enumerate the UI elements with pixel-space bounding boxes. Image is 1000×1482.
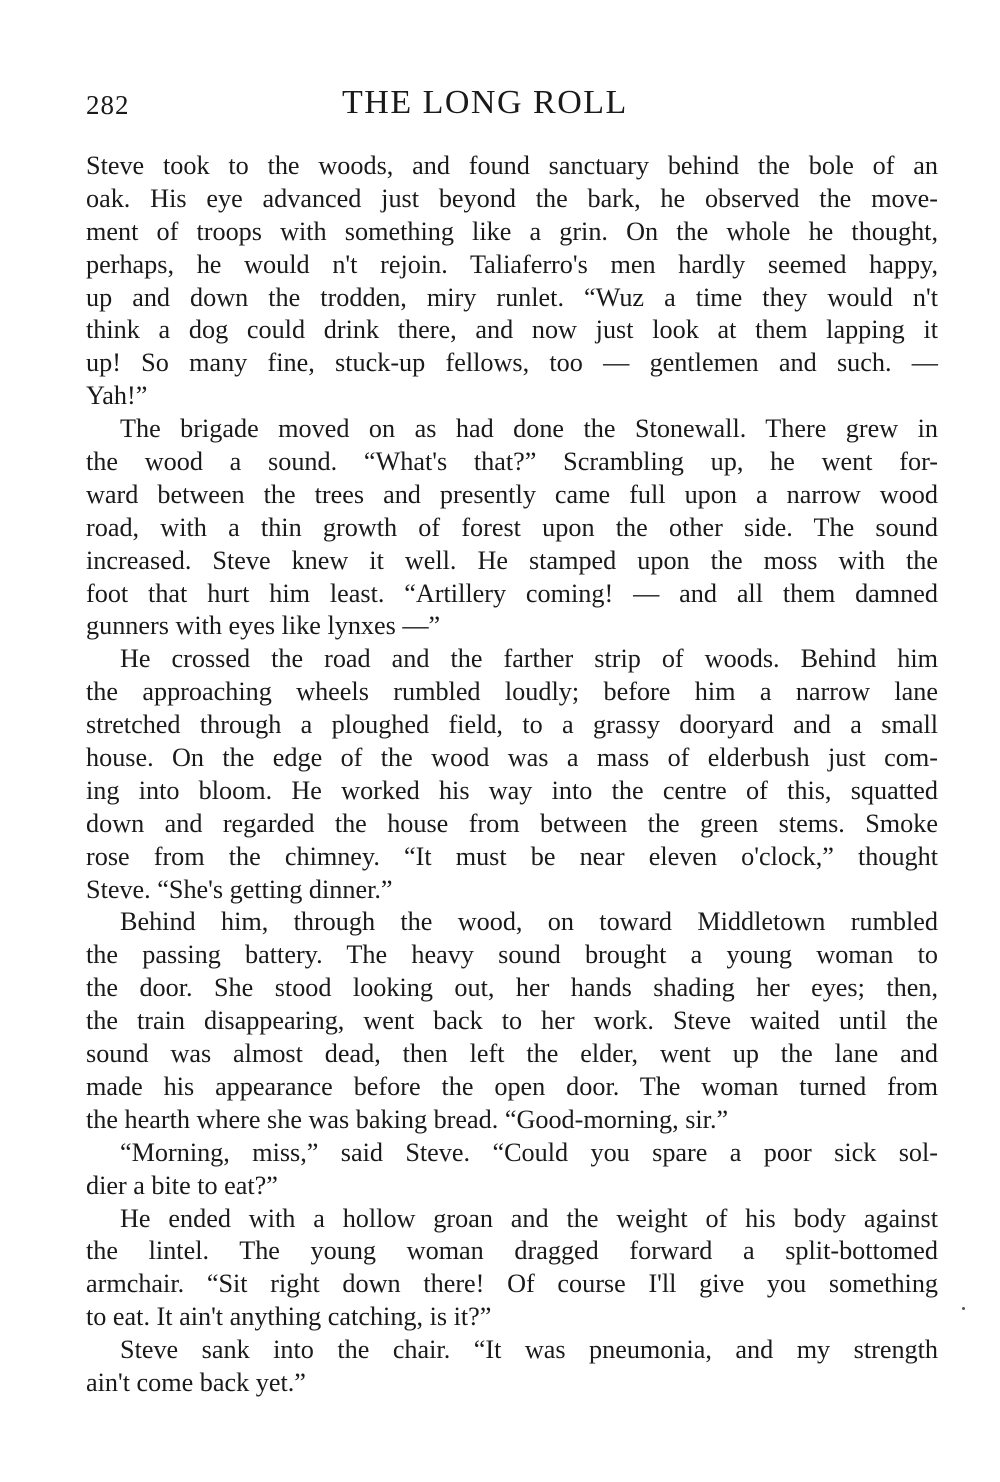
text-line: perhaps, he would n't rejoin. Taliaferro's men hardly seemed happy, <box>86 249 938 279</box>
text-line: ain't come back yet.” <box>86 1367 306 1397</box>
text-line: gunners with eyes like lynxes —” <box>86 611 441 641</box>
running-head <box>86 84 936 128</box>
text-line: He ended with a hollow groan and the weight of his body against <box>120 1203 938 1233</box>
text-line: increased. Steve knew it well. He stamped upon the moss with the <box>86 545 938 575</box>
text-line: down and regarded the house from between the green stems. Smoke <box>86 808 938 838</box>
text-line: sound was almost dead, then left the elder, went up the lane and <box>86 1039 938 1069</box>
margin-speck <box>962 1307 965 1310</box>
text-line: the train disappearing, went back to her work. Steve waited until the <box>86 1006 938 1036</box>
text-line: up! So many fine, stuck-up fellows, too — gentlemen and such. — <box>86 348 938 378</box>
body-text <box>86 150 938 1400</box>
text-line: ment of troops with something like a grin. On the whole he thought, <box>86 216 938 246</box>
text-line: the approaching wheels rumbled loudly; before him a narrow lane <box>86 677 938 707</box>
text-line: the wood a sound. “What's that?” Scrambling up, he went for- <box>86 447 938 477</box>
text-line: think a dog could drink there, and now just look at them lapping it <box>86 315 938 345</box>
text-line: ing into bloom. He worked his way into the centre of this, squatted <box>86 775 938 805</box>
text-line: the door. She stood looking out, her hands shading her eyes; then, <box>86 973 938 1003</box>
text-line: Steve sank into the chair. “It was pneumonia, and my strength <box>120 1335 938 1365</box>
text-line: Steve took to the woods, and found sanctuary behind the bole of an <box>86 151 938 180</box>
text-line: armchair. “Sit right down there! Of course I'll give you something <box>86 1269 938 1299</box>
text-line: The brigade moved on as had done the Stonewall. There grew in <box>120 414 938 444</box>
text-line: Yah!” <box>86 381 148 411</box>
text-line: dier a bite to eat?” <box>86 1170 278 1200</box>
text-line: foot that hurt him least. “Artillery coming! — and all them damned <box>86 578 938 608</box>
text-line: made his appearance before the open door. The woman turned from <box>86 1071 938 1101</box>
text-line: the hearth where she was baking bread. “Good-morning, sir.” <box>86 1104 729 1134</box>
book-title: THE LONG ROLL <box>342 84 628 121</box>
text-line: road, with a thin growth of forest upon the other side. The sound <box>86 512 938 542</box>
text-line: rose from the chimney. “It must be near eleven o'clock,” thought <box>86 841 938 871</box>
text-line: Steve. “She's getting dinner.” <box>86 874 393 904</box>
text-line: house. On the edge of the wood was a mass of elderbush just com- <box>86 743 938 773</box>
text-line: Behind him, through the wood, on toward Middletown rumbled <box>120 907 938 937</box>
text-line: He crossed the road and the farther strip of woods. Behind him <box>120 644 938 674</box>
text-line: the lintel. The young woman dragged forward a split-bottomed <box>86 1236 938 1266</box>
text-line: the passing battery. The heavy sound brought a young woman to <box>86 940 938 970</box>
text-line: to eat. It ain't anything catching, is it?” <box>86 1302 492 1332</box>
text-line: “Morning, miss,” said Steve. “Could you spare a poor sick sol- <box>120 1137 938 1167</box>
text-line: ward between the trees and presently came full upon a narrow wood <box>86 479 938 509</box>
text-line: oak. His eye advanced just beyond the bark, he observed the move- <box>86 183 938 213</box>
text-line: stretched through a ploughed field, to a grassy dooryard and a small <box>86 710 938 740</box>
page-number: 282 <box>86 90 130 120</box>
text-line: up and down the trodden, miry runlet. “Wuz a time they would n't <box>86 282 938 312</box>
